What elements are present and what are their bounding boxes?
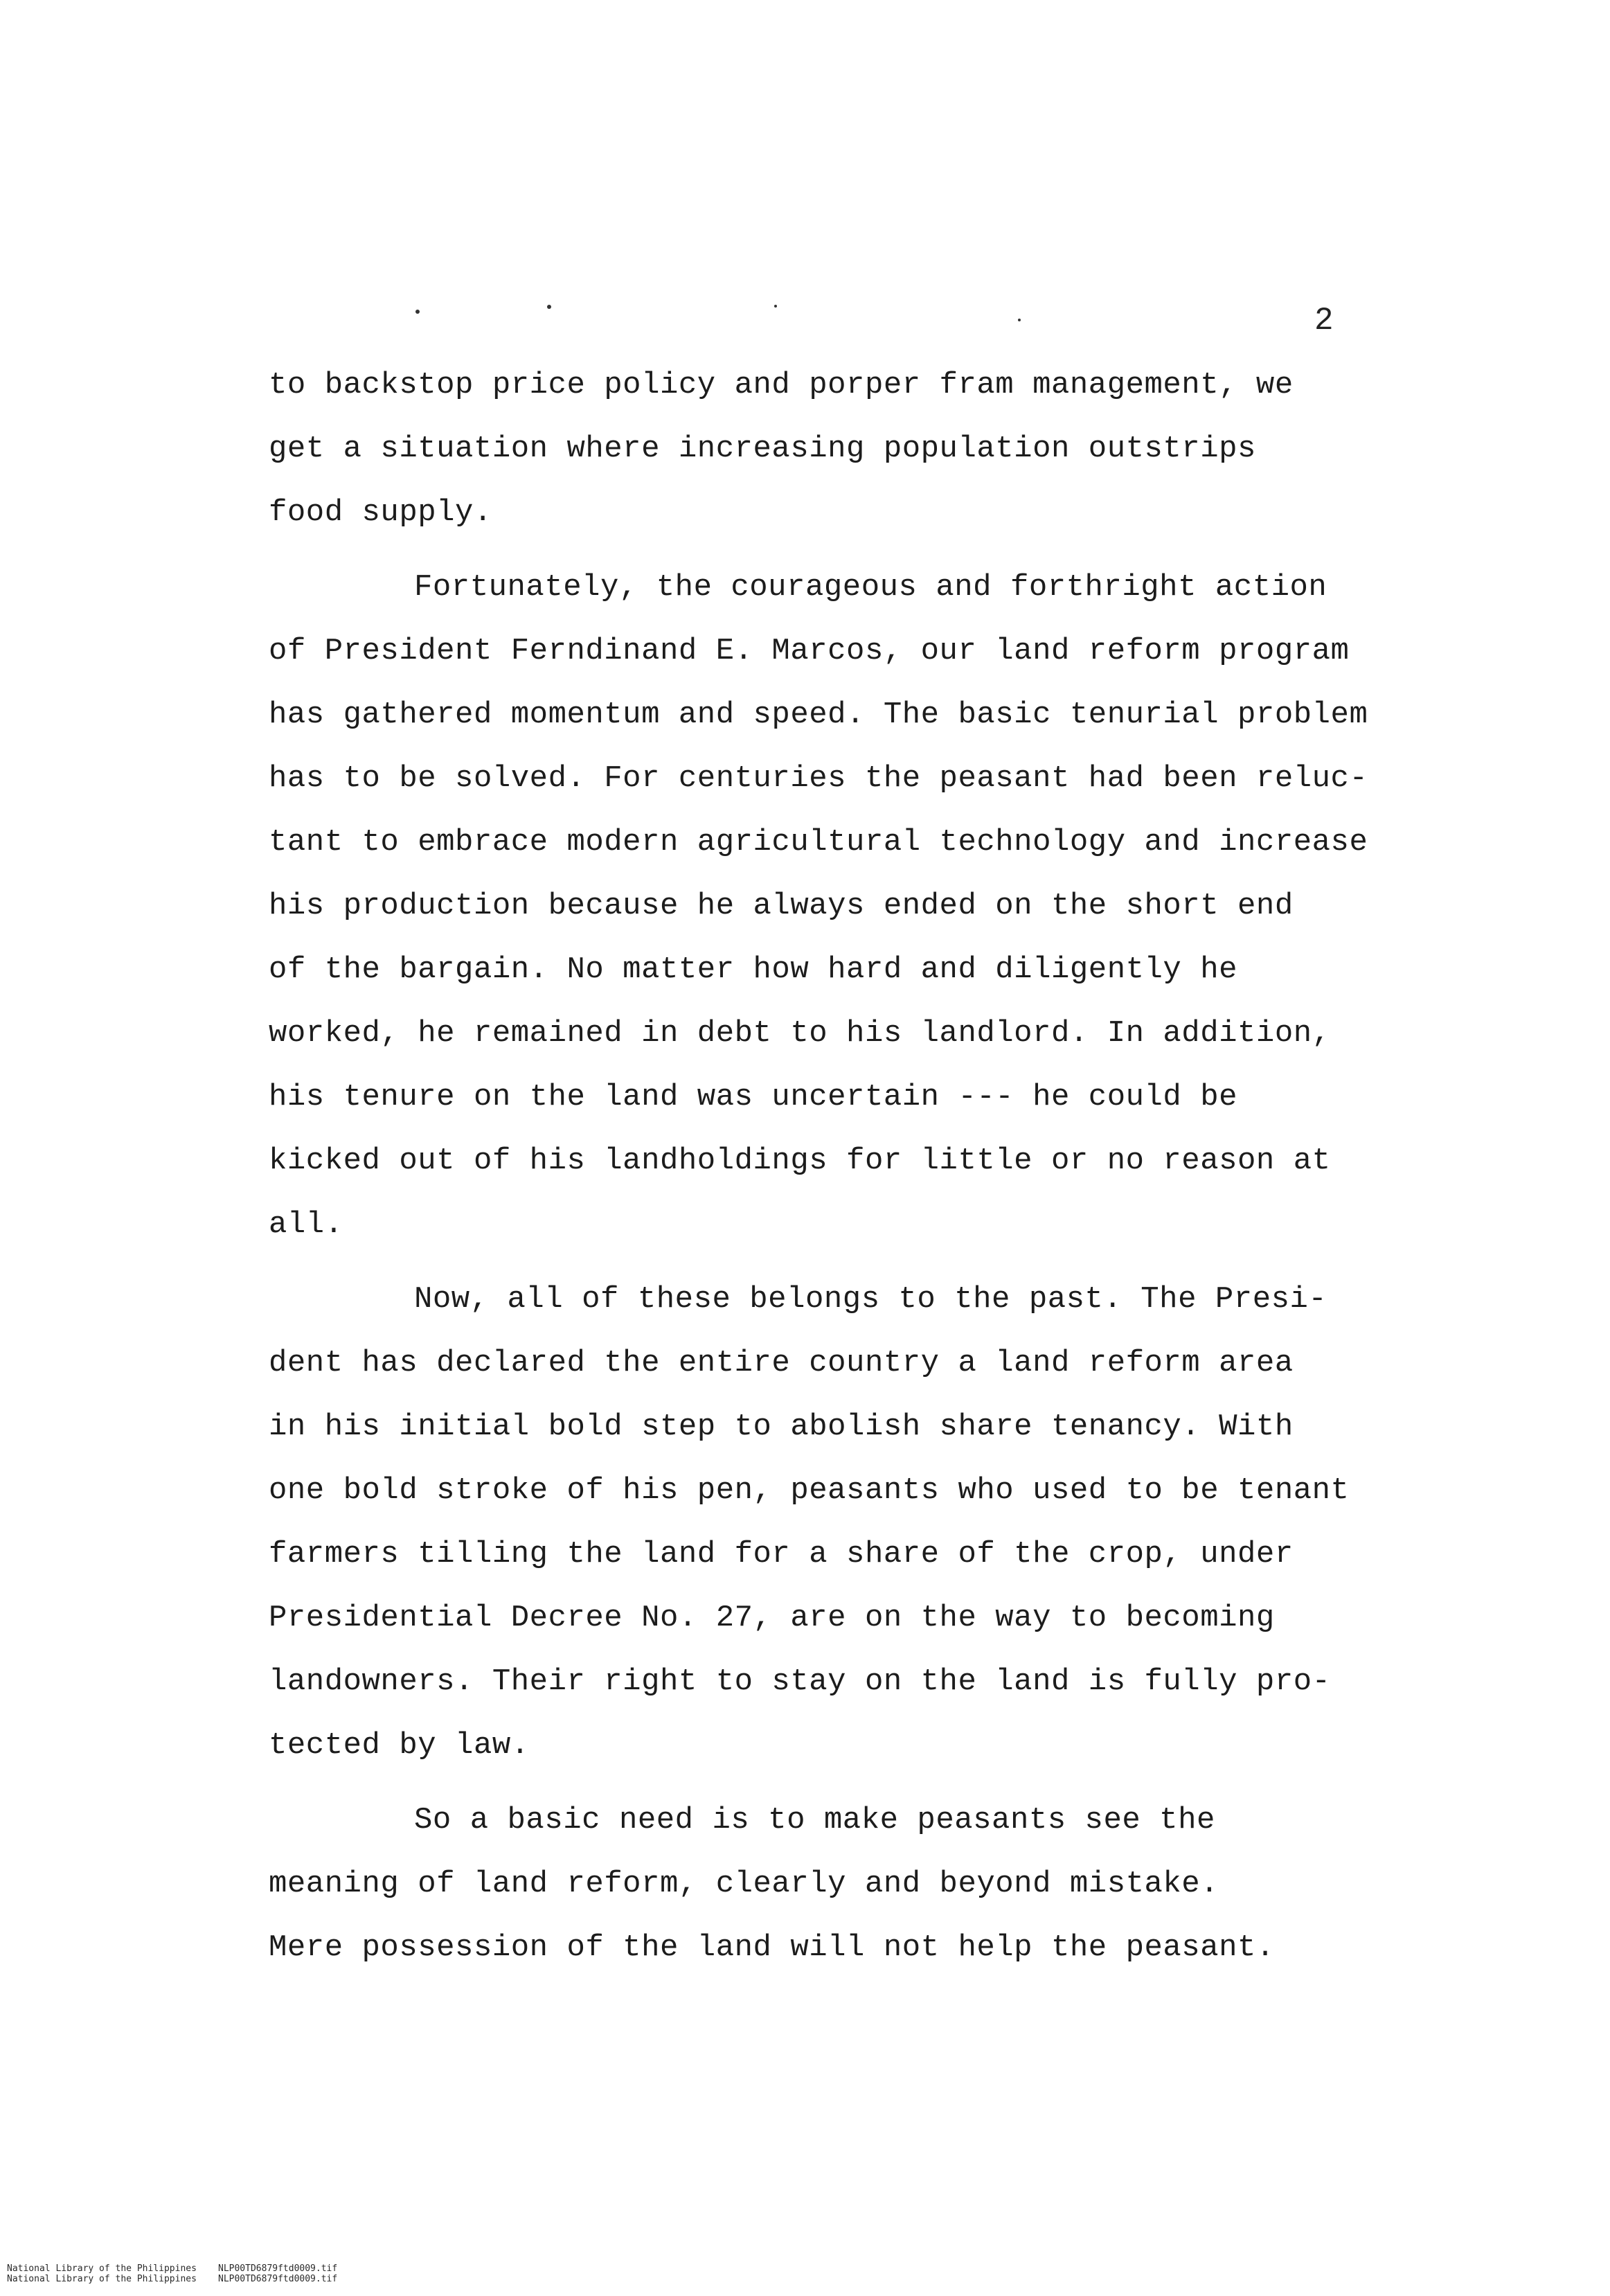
text-line: So a basic need is to make peasants see the [414,1803,1215,1837]
text-line: get a situation where increasing population outstrips [269,431,1256,466]
text-line: has to be solved. For centuries the peasant had been reluc- [269,761,1368,796]
text-line: tant to embrace modern agricultural technology and increase [269,825,1368,860]
body-text [269,353,1460,1979]
text-line: farmers tilling the land for a share of the crop, under [269,1537,1294,1572]
text-line: tected by law. [269,1728,530,1763]
scan-speck [547,305,551,309]
text-line: worked, he remained in debt to his landlord. In addition, [269,1016,1331,1051]
text-line: meaning of land reform, clearly and beyond mistake. [269,1867,1219,1901]
text-line: in his initial bold step to abolish share tenancy. With [269,1409,1294,1444]
text-line: landowners. Their right to stay on the land is fully pro- [269,1664,1331,1699]
scan-speck [415,310,420,314]
text-line: Now, all of these belongs to the past. The Presi- [414,1282,1327,1317]
text-line: dent has declared the entire country a land reform area [269,1346,1294,1380]
paragraph [269,1788,1460,1979]
text-line: one bold stroke of his pen, peasants who used to be tenant [269,1473,1350,1508]
text-line: Presidential Decree No. 27, are on the way to becoming [269,1601,1275,1635]
footer-library: National Library of the Philippines [7,2263,197,2274]
paragraph [269,555,1460,1256]
text-line: has gathered momentum and speed. The basic tenurial problem [269,697,1368,732]
text-line: his tenure on the land was uncertain --- he could be [269,1080,1238,1114]
paragraph [269,1267,1460,1777]
footer-row [7,2274,337,2284]
scan-speck [1018,319,1021,321]
text-line: of the bargain. No matter how hard and diligently he [269,952,1238,987]
footer-library: National Library of the Philippines [7,2274,197,2284]
footer-row [7,2263,337,2274]
scan-speck [774,305,777,308]
text-line: his production because he always ended on the short end [269,889,1294,923]
text-line: Fortunately, the courageous and forthright action [414,570,1327,605]
text-line: kicked out of his landholdings for little or no reason at [269,1143,1331,1178]
scan-footer [7,2263,337,2284]
text-line: all. [269,1207,343,1242]
text-line: food supply. [269,495,492,530]
text-line: of President Ferndinand E. Marcos, our land reform program [269,634,1350,668]
text-line: Mere possession of the land will not help the peasant. [269,1930,1275,1965]
paragraph [269,353,1460,544]
text-line: to backstop price policy and porper fram management, we [269,368,1294,402]
footer-file: NLP00TD6879ftd0009.tif [218,2263,338,2274]
page-number: 2 [1314,303,1334,339]
footer-file: NLP00TD6879ftd0009.tif [218,2274,338,2284]
